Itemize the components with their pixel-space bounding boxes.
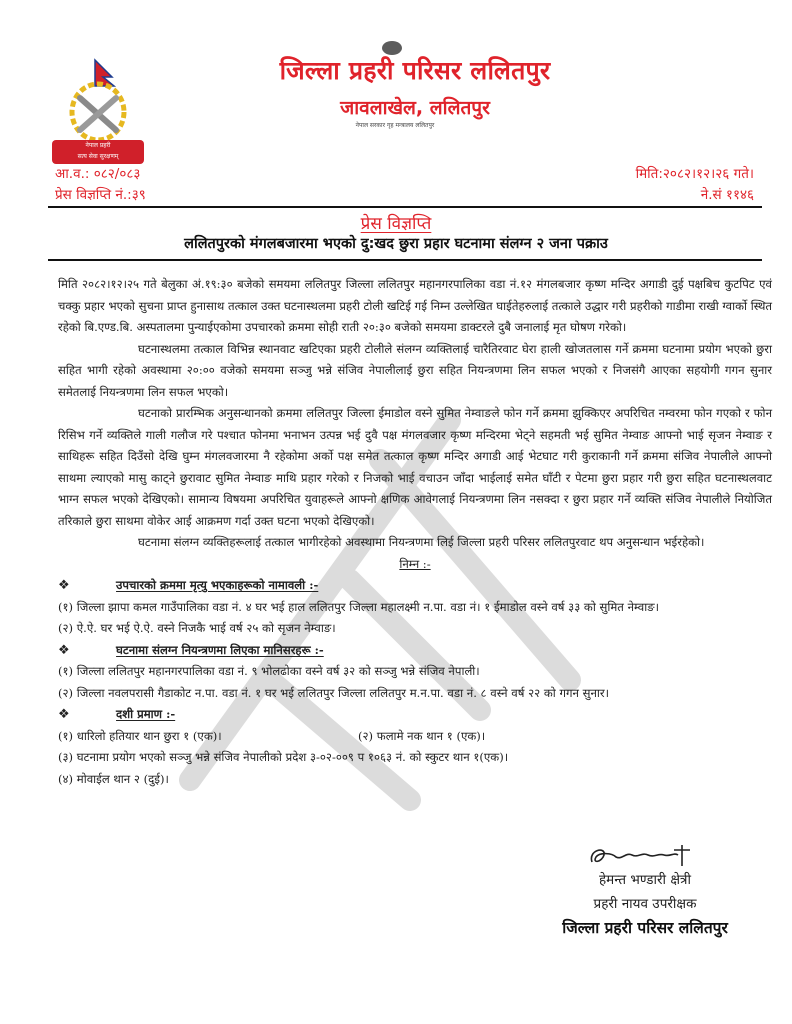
headline-divider [48,259,762,261]
evidence-row [58,726,772,748]
organization-name: जिल्ला प्रहरी परिसर ललितपुर [279,56,551,85]
press-release-title: प्रेस विज्ञप्ति [360,214,432,234]
paragraph-3: घटनाको प्रारम्भिक अनुसन्धानको क्रममा ललितपुर जिल्ला ईमाडोल वस्ने सुमित नेम्वाङले फोन गर्ने क्रममा झुक्किएर अपरिचित नम्वरमा फोन गएको र फोन रिसिभ गर्ने व्यक्तिले गाली गलौज गरे पश्चात फोनमा भनाभन उत्पन्न भई दुवै पक्ष मंगलवजार कृष्ण मन्दिरमा भेट्ने सहमती भई सुमित नेम्वाङ आफ्नो भाई सृजन नेम्वाङ र साथिहरू सहित दिउँसो देखि घुम्न मंगलवजारमा नै रहेकोमा अर्को पक्ष समेत तत्काल कृष्ण मन्दिर अगाडी आई भेटघाट गरी कुराकानी गर्ने क्रममा संजिव नेपालीले आफ्नो साथमा ल्याएको मासु काट्ने छुरावाट सुमित नेम्वाङ माथि प्रहार गरेको र निजको भाई वचाउन जाँदा भाईलाई समेत घाँटी र पेटमा छुरा प्रहार गरी छुरा सहित घटनास्थलवाट भाग्न सफल भएको देखिएको। सामान्य विषयमा अपरिचित युवाहरूले आफ्नो क्षणिक आवेगलाई नियन्त्रणमा लिन नसक्दा र छुरा प्रहार गर्ने व्यक्ति संजिव नेपालीले नियोजित तरिकाले छुरा साथमा वोकेर आई आक्रमण गर्दा उक्त घटना भएको देखिएको। [58,406,772,528]
signatory-block [520,868,770,940]
headline: ललितपुरको मंगलबजारमा भएको दु:खद छुरा प्रहार घटनामा संलग्न २ जना पक्राउ [184,236,608,252]
below-label: निम्न :- [399,556,431,571]
list-item: (१) जिल्ला झापा कमल गाउँपालिका वडा नं. ४ घर भई हाल ललितपुर जिल्ला महालक्ष्मी न.पा. वडा नं। १ ईमाडोल वस्ने वर्ष ३३ को सुमित नेम्वाङ। [58,599,660,614]
list-item: (१) धारिलो हतियार थान छुरा १ (एक)। [58,728,222,743]
seal-line: गृह मन्त्रालय [386,122,414,129]
signatory-designation: प्रहरी नायव उपरीक्षक [593,896,697,912]
list-item: (४) मोवाईल थान २ (दुई)। [58,771,169,786]
list-item: (१) जिल्ला ललितपुर महानगरपालिका वडा नं. ९ भोलढोका वस्ने वर्ष ३२ को सञ्जु भन्ने संजिव नेपाली। [58,664,480,678]
section-deceased [58,575,772,597]
diamond-bullet-icon: ❖ [58,578,70,593]
section-title: दशी प्रमाण :- [116,707,176,721]
nepal-sambat: ने.सं ११४६ [700,187,754,203]
section-title: घटनामा संलग्न नियन्त्रणमा लिएका मानिसरहरू :- [116,642,324,657]
emblem-motto: सत्य सेवा सुरक्षणम् [77,153,119,160]
list-item: (२) ऐ.ऐ. घर भई ऐ.ऐ. वस्ने निजकै भाई वर्ष २५ को सृजन नेम्वाङ। [58,621,336,635]
press-release-number: प्रेस विज्ञप्ति नं.:३९ [55,187,146,203]
diamond-bullet-icon: ❖ [58,642,70,658]
seal-emblem-icon [380,40,404,56]
organization-location: जावलाखेल, ललितपुर [340,97,490,119]
paragraph-2: घटनास्थलमा तत्काल विभिन्न स्थानवाट खटिएका प्रहरी टोलीले संलग्न व्यक्तिलाई चारैतिरवाट घेरा हाली खोजतलास गर्ने क्रममा घटनामा प्रयोग भएको छुरा सहित भागी रहेको अवस्थामा २०:०० वजेको समयमा सञ्जु भन्ने संजिव नेपालीलाई छुरा सहित नियन्त्रणमा लिन सफल भएको र निजसंगै आएका सहयोगी गगन सुनार समेतलाई नियन्त्रणमा लिन सफल भएको। [58,341,772,399]
release-date: मिति:२०८२।१२।२६ गते। [635,166,754,182]
section-title: उपचारको क्रममा मृत्यु भएकाहरूको नामावली :- [116,578,319,592]
paragraph-1: मिति २०८२।१२।२५ गते बेलुका अं.१९:३० बजेको समयमा ललितपुर जिल्ला ललितपुर महानगरपालिका वडा नं.१२ मंगलबजार कृष्ण मन्दिर अगाडी दुई पक्षबिच कुटपिट एवं चक्कु प्रहार भएको सुचना प्राप्त हुनासाथ तत्काल उक्त घटनास्थलमा प्रहरी टोली खटिई गई निम्न उल्लेखित घाईतेहरुलाई तत्काले उद्धार गरी प्रहरीको गाडीमा राखी ग्वार्को स्थित रहेको बि.एण्ड.बि. अस्पतालमा पुन्याईएकोमा उपचारको क्रममा सोही राती २०:३० बजेको समयमा डाक्टरले दुबै जनालाई मृत घोषण गरेको। [58,277,772,334]
document-type-label [0,211,792,234]
emblem-ribbon [52,140,144,164]
fiscal-year: आ.व.: ०८२/०८३ [55,166,141,182]
official-seal-text [330,122,460,130]
diamond-bullet-icon: ❖ [58,707,70,722]
emblem-name: नेपाल प्रहरी [85,142,111,149]
header-divider [48,206,762,208]
paragraph-4: घटनामा संलग्न व्यक्तिहरूलाई तत्काल भागीरहेको अवस्थामा नियन्त्रणमा लिई जिल्ला प्रहरी परिसर ललितपुरवाट थप अनुसन्धान भईरहेको। [138,535,705,549]
section-evidence [58,704,772,726]
seal-line: नेपाल सरकार [355,122,386,129]
list-item: (२) फलामे नक थान १ (एक)। [358,728,486,743]
signatory-office: जिल्ला प्रहरी परिसर ललितपुर [562,919,728,937]
list-item: (३) घटनामा प्रयोग भएको सञ्जु भन्ने संजिव नेपालीको प्रदेश ३-०२-००९ प १०६३ नं. को स्कुटर थान १(एक)। [58,750,509,764]
handwritten-signature [586,842,706,868]
seal-line: ललितपुर [415,122,435,129]
signatory-name: हेमन्त भण्डारी क्षेत्री [599,872,691,888]
nepal-police-emblem [62,58,134,146]
section-arrested [58,640,772,662]
document-body [58,274,772,790]
list-item: (२) जिल्ला नवलपरासी गैडाकोट न.पा. वडा नं. १ घर भई ललितपुर जिल्ला ललितपुर म.न.पा. वडा नं. ८ वस्ने वर्ष २२ को गगन सुनार। [58,685,610,700]
